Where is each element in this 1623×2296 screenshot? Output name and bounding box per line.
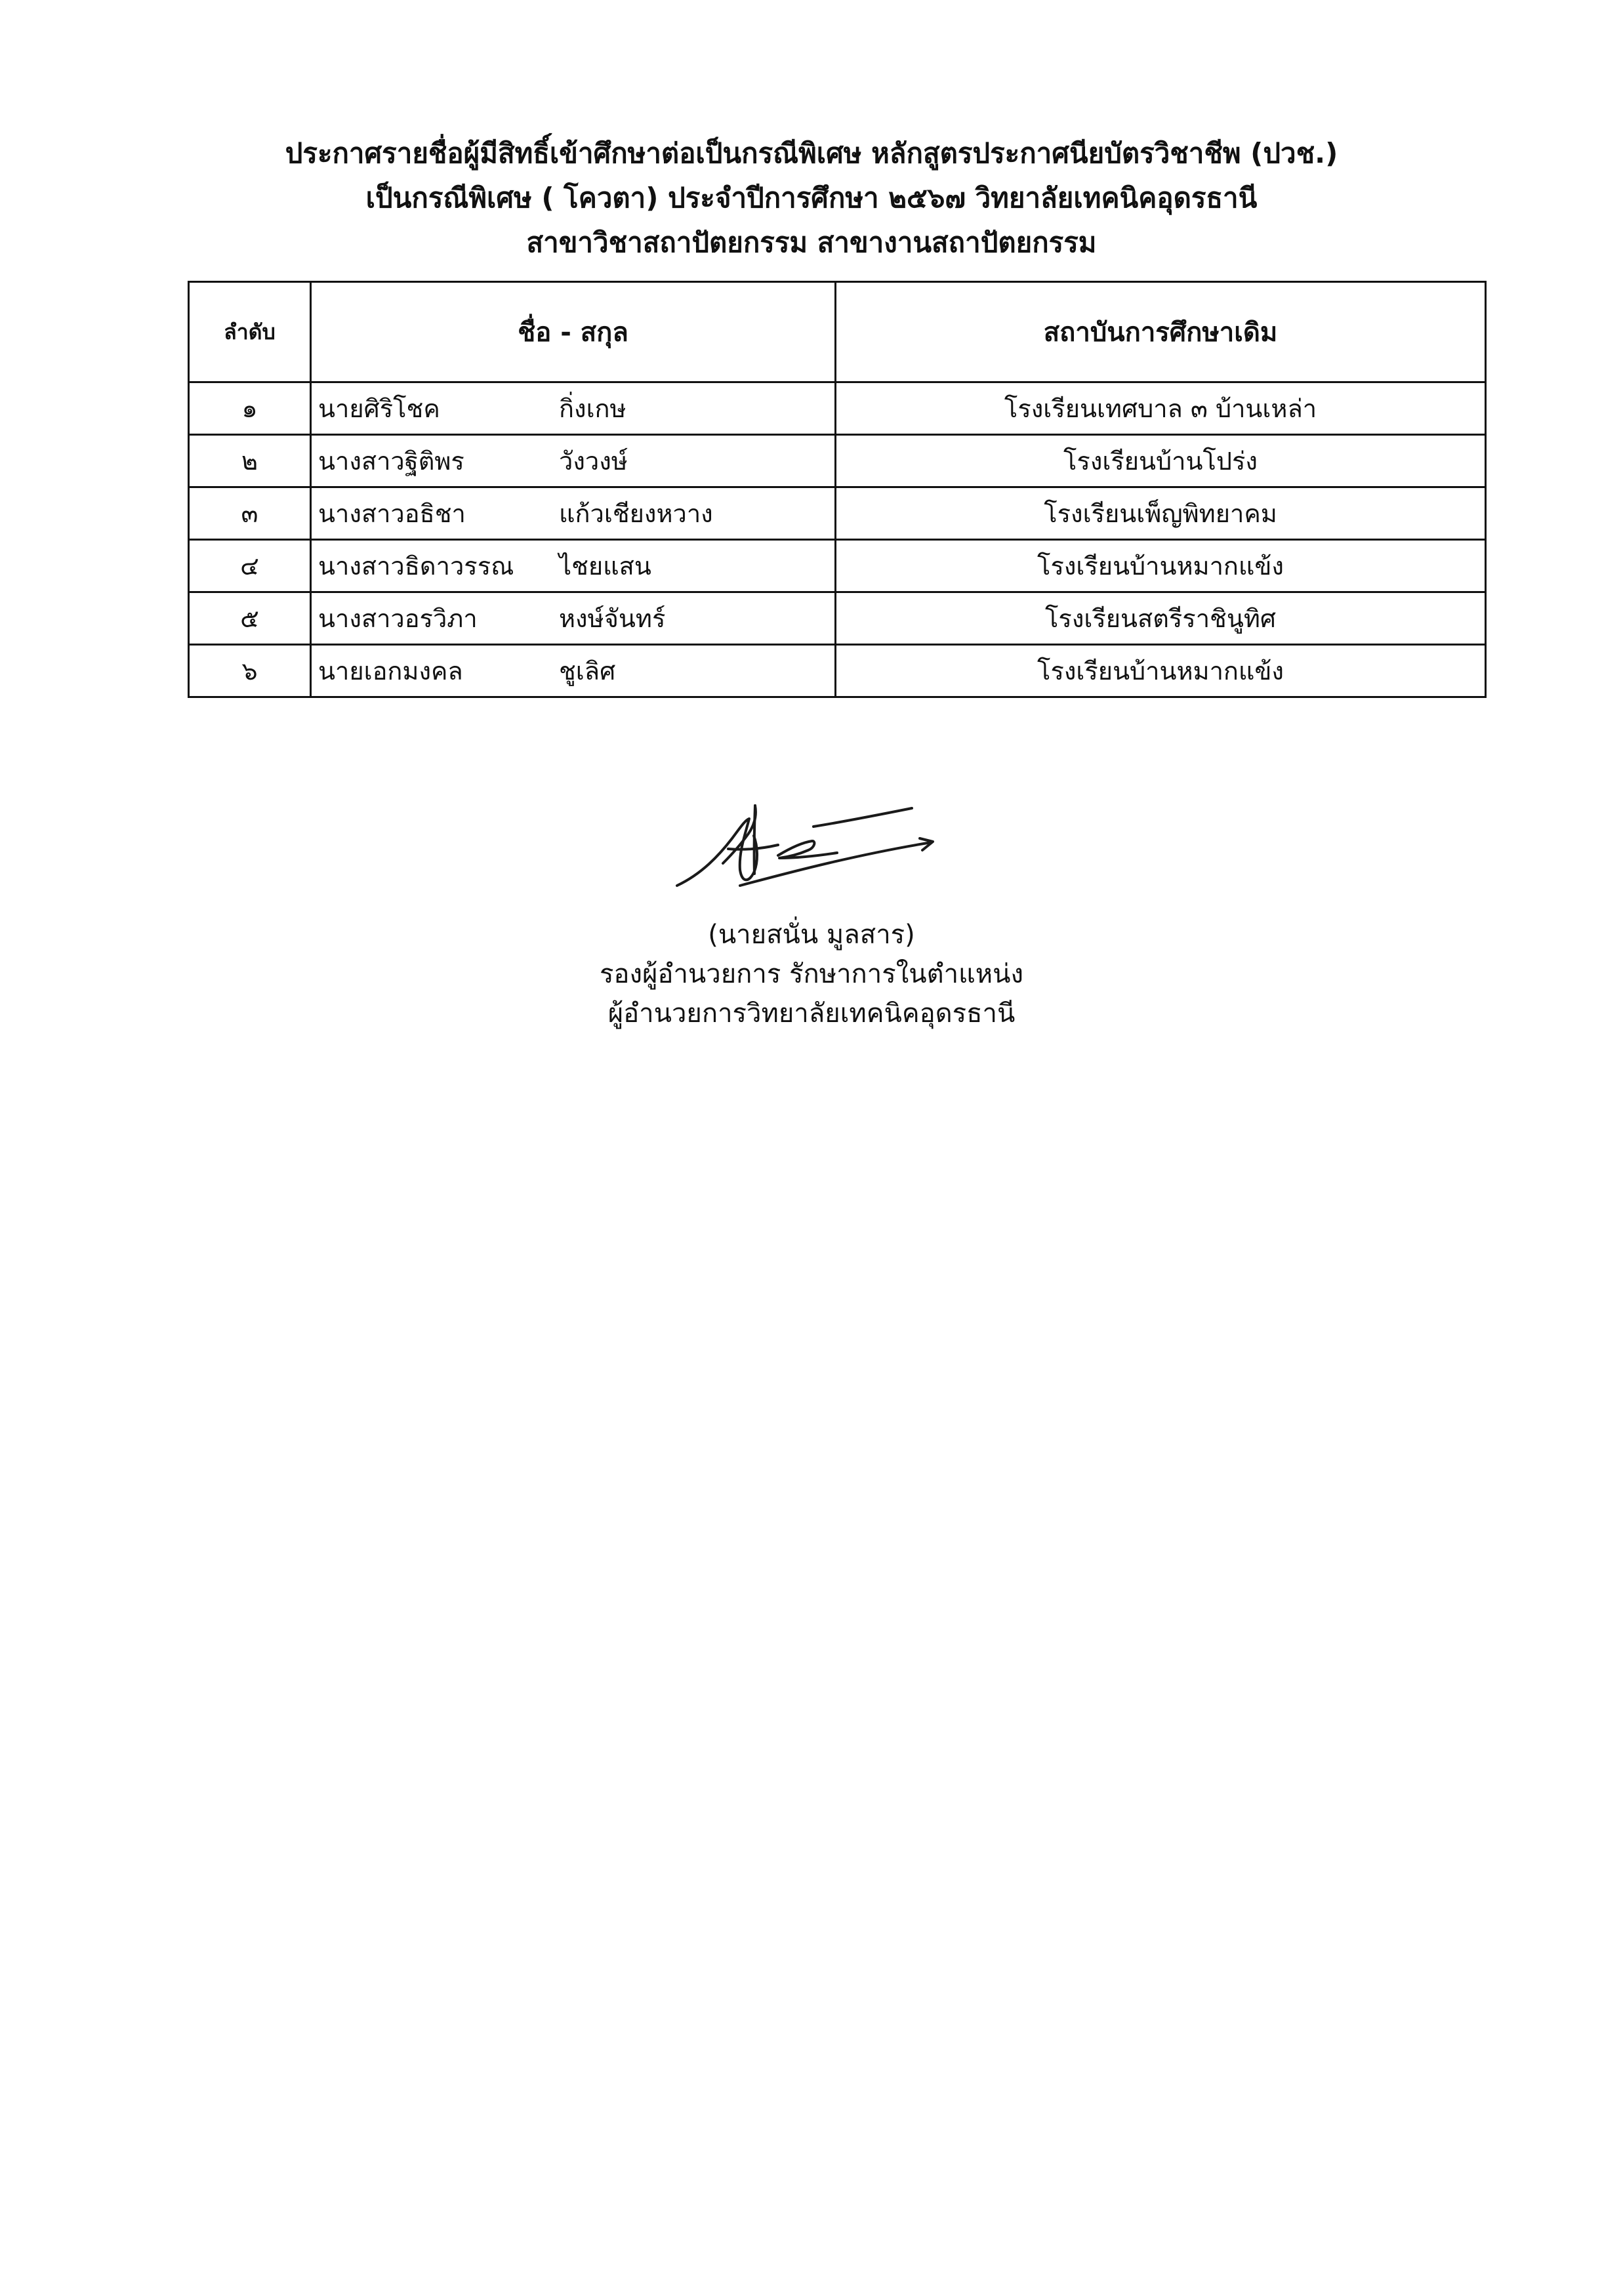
header-line-2: เป็นกรณีพิเศษ ( โควตา) ประจำปีการศึกษา ๒๕๖๗ วิทยาลัยเทคนิคอุดรธานี	[365, 182, 1258, 214]
signature-icon	[663, 787, 951, 912]
student-list-table	[188, 281, 1487, 698]
column-header-no: ลำดับ	[189, 282, 311, 382]
student-last-name: วังวงษ์	[559, 447, 628, 476]
student-last-name: กิ่งเกษ	[559, 394, 627, 423]
announcement-header	[0, 131, 1623, 265]
signature-text	[0, 915, 1623, 1033]
row-number: ๑	[189, 382, 311, 435]
table-row	[189, 487, 1486, 540]
previous-school: โรงเรียนบ้านหมากแข้ง	[836, 540, 1486, 592]
row-number: ๖	[189, 645, 311, 697]
table-row	[189, 540, 1486, 592]
student-name-cell	[311, 592, 836, 645]
table-row	[189, 382, 1486, 435]
student-name-cell	[311, 540, 836, 592]
previous-school: โรงเรียนเทศบาล ๓ บ้านเหล่า	[836, 382, 1486, 435]
student-last-name: หงษ์จันทร์	[559, 604, 666, 633]
signatory-position: รองผู้อำนวยการ รักษาการในตำแหน่ง	[599, 959, 1024, 989]
student-first-name: นางสาวธิดาวรรณ	[318, 552, 514, 581]
column-header-name: ชื่อ - สกุล	[311, 282, 836, 382]
student-name-cell	[311, 435, 836, 487]
row-number: ๔	[189, 540, 311, 592]
student-last-name: ชูเลิศ	[559, 657, 616, 686]
student-last-name: แก้วเชียงหวาง	[559, 499, 713, 528]
row-number: ๕	[189, 592, 311, 645]
signatory-name: (นายสนั่น มูลสาร)	[708, 920, 915, 950]
student-first-name: นางสาวอธิชา	[318, 499, 466, 528]
student-last-name: ไชยแสน	[559, 552, 651, 581]
student-first-name: นางสาวอรวิภา	[318, 604, 478, 633]
signatory-position-2: ผู้อำนวยการวิทยาลัยเทคนิคอุดรธานี	[607, 998, 1016, 1029]
header-line-1: ประกาศรายชื่อผู้มีสิทธิ์เข้าศึกษาต่อเป็นกรณีพิเศษ หลักสูตรประกาศนียบัตรวิชาชีพ (ปวช.)	[285, 137, 1338, 169]
row-number: ๓	[189, 487, 311, 540]
student-name-cell	[311, 382, 836, 435]
previous-school: โรงเรียนเพ็ญพิทยาคม	[836, 487, 1486, 540]
student-name-cell	[311, 487, 836, 540]
student-first-name: นายเอกมงคล	[318, 657, 463, 686]
table-row	[189, 435, 1486, 487]
previous-school: โรงเรียนบ้านหมากแข้ง	[836, 645, 1486, 697]
table-header-row	[189, 282, 1486, 382]
row-number: ๒	[189, 435, 311, 487]
previous-school: โรงเรียนสตรีราชินูทิศ	[836, 592, 1486, 645]
student-name-cell	[311, 645, 836, 697]
student-first-name: นายศิริโชค	[318, 394, 440, 423]
column-header-school: สถาบันการศึกษาเดิม	[836, 282, 1486, 382]
previous-school: โรงเรียนบ้านโปร่ง	[836, 435, 1486, 487]
student-first-name: นางสาวฐิติพร	[318, 447, 464, 476]
table-row	[189, 592, 1486, 645]
header-line-3: สาขาวิชาสถาปัตยกรรม สาขางานสถาปัตยกรรม	[526, 226, 1097, 258]
table-row	[189, 645, 1486, 697]
